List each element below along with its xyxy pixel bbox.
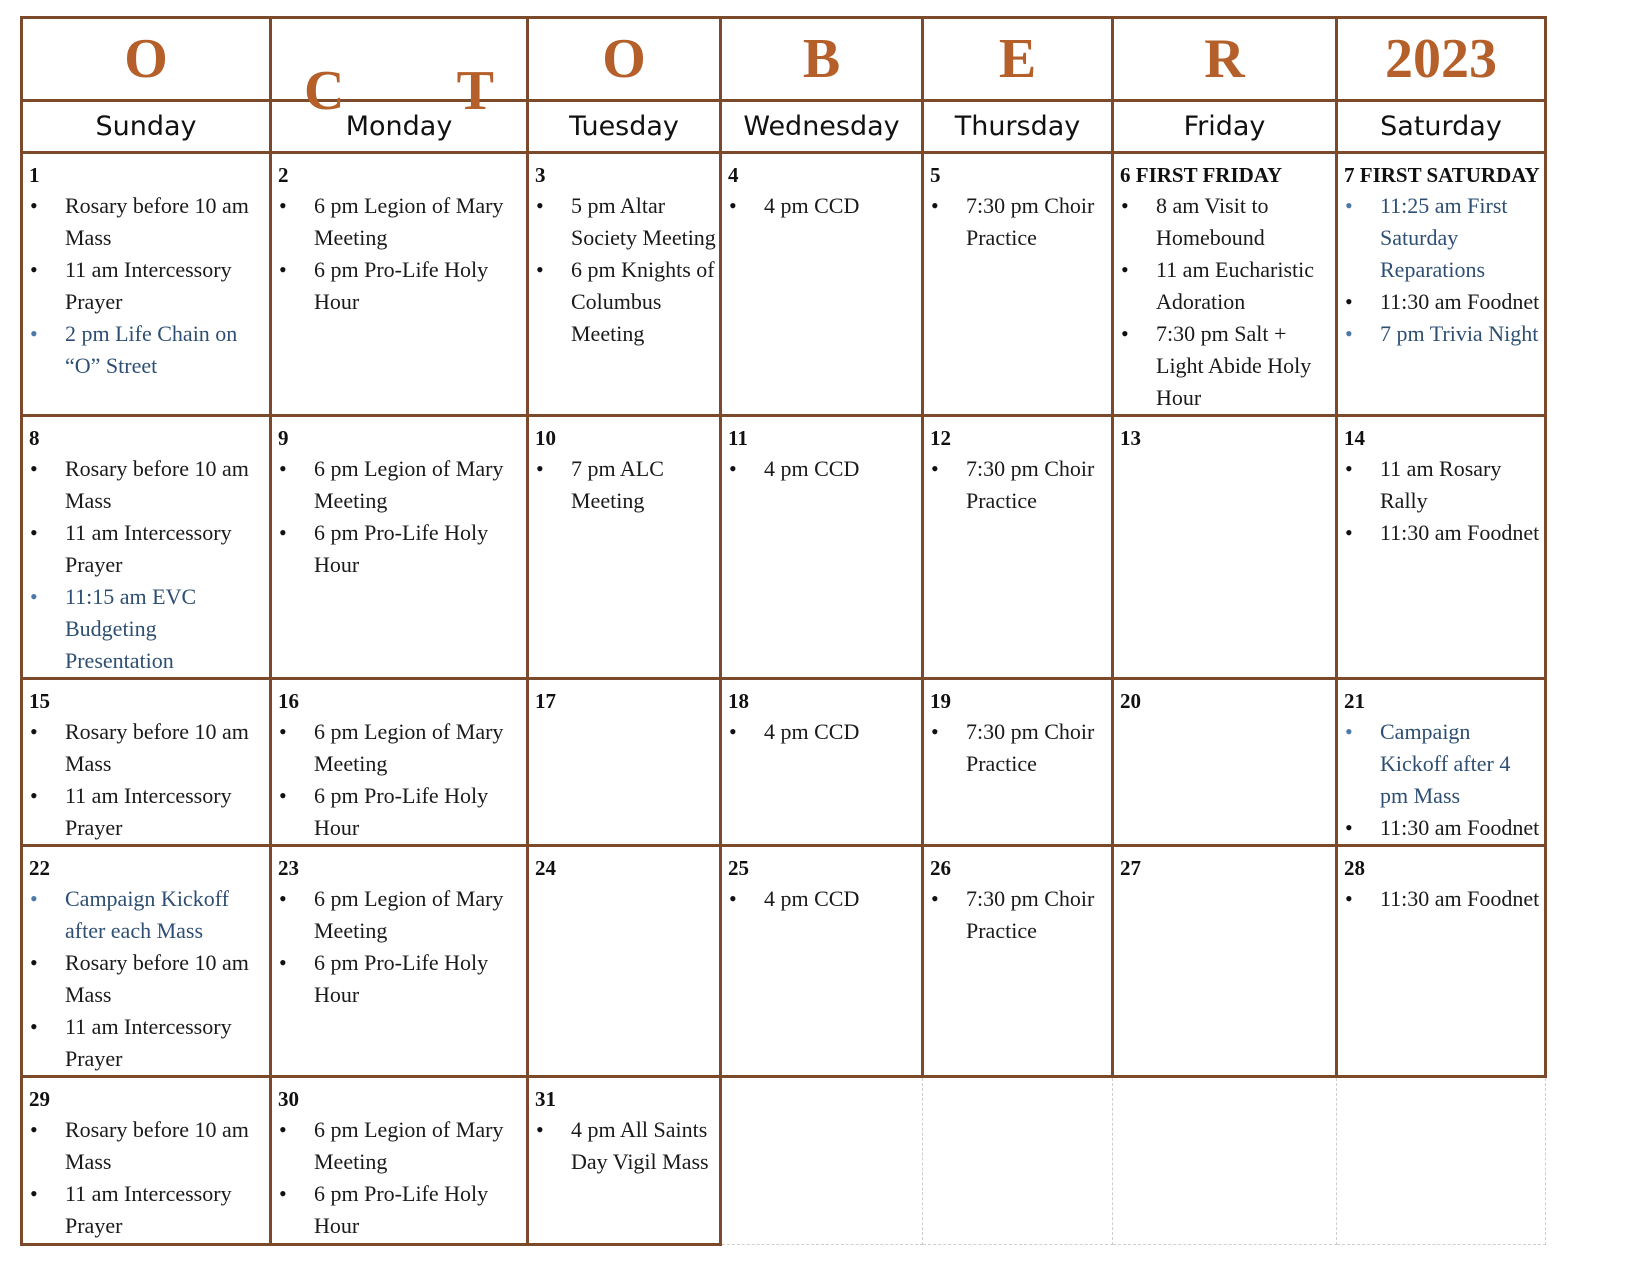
day-cell[interactable] [721,846,923,1077]
month-letter-text: E [998,28,1037,90]
event-list [722,190,921,222]
day-cell[interactable] [528,153,721,416]
day-number: 26 [930,856,951,880]
event-list [529,453,719,517]
empty-day-cell [1337,1077,1546,1245]
day-number: 28 [1344,856,1365,880]
empty-day-cell [923,1077,1113,1245]
weekday-saturday: Saturday [1337,101,1546,153]
day-number: 9 [278,426,289,450]
empty-day-cell [1113,1077,1337,1245]
day-number: 20 [1120,689,1141,713]
day-cell[interactable] [271,679,528,846]
month-letter-o2 [528,18,721,101]
day-cell[interactable] [528,1077,721,1245]
weekday-thursday: Thursday [923,101,1113,153]
day-number: 15 [29,689,50,713]
day-number: 2 [278,163,289,187]
event-item: • 7:30 pm Choir Practice [924,190,1111,254]
day-cell[interactable] [528,846,721,1077]
event-item: • Rosary before 10 am Mass [23,453,269,517]
month-letter-o1 [22,18,271,101]
month-letter-text: R [1204,28,1245,90]
event-item: • 2 pm Life Chain on “O” Street [23,318,269,382]
october-calendar [20,16,1547,1246]
month-letter-text: T [456,60,494,122]
day-number: 16 [278,689,299,713]
day-number: 1 [29,163,40,187]
event-item: • 6 pm Pro-Life Holy Hour [272,780,526,844]
day-cell[interactable] [721,679,923,846]
day-number: 8 [29,426,40,450]
event-item: • 8 am Visit to Homebound [1114,190,1335,254]
event-item: • 11 am Intercessory Prayer [23,254,269,318]
event-list [272,453,526,581]
event-list [23,190,269,382]
event-item: • 6 pm Legion of Mary Meeting [272,1114,526,1178]
weekday-friday: Friday [1113,101,1337,153]
event-item: • 11 am Eucharistic Adoration [1114,254,1335,318]
month-letter-b [721,18,923,101]
event-item: • 4 pm All Saints Day Vigil Mass [529,1114,719,1178]
day-cell[interactable] [528,416,721,679]
month-letter-text: O [124,28,168,90]
day-number: 23 [278,856,299,880]
event-item: • Rosary before 10 am Mass [23,716,269,780]
month-letter-e [923,18,1113,101]
day-cell[interactable] [271,153,528,416]
day-number: 22 [29,856,50,880]
event-list [23,716,269,844]
day-cell[interactable] [22,846,271,1077]
day-number: 17 [535,689,556,713]
day-number: 18 [728,689,749,713]
event-item: • 6 pm Pro-Life Holy Hour [272,1178,526,1242]
event-list [722,453,921,485]
event-item: • 11:30 am Foodnet [1338,883,1544,915]
event-item: • 7 pm Trivia Night [1338,318,1544,350]
event-list [1338,883,1544,915]
weekday-sunday: Sunday [22,101,271,153]
month-header-row [22,18,1546,101]
day-cell[interactable] [22,153,271,416]
week-row [22,153,1546,416]
empty-day-cell [721,1077,923,1245]
day-cell[interactable] [1113,153,1337,416]
day-number: 5 [930,163,941,187]
event-item: • 11:15 am EVC Budgeting Presentation [23,581,269,677]
day-cell[interactable] [22,1077,271,1245]
day-cell[interactable] [923,679,1113,846]
event-item: • 11:25 am First Saturday Reparations [1338,190,1544,286]
day-number: 7 FIRST SATURDAY [1344,163,1540,187]
day-number: 4 [728,163,739,187]
month-letter-text: B [802,28,841,90]
event-list [924,716,1111,780]
event-item: • 6 pm Pro-Life Holy Hour [272,517,526,581]
event-item: • Campaign Kickoff after 4 pm Mass [1338,716,1544,812]
day-number: 14 [1344,426,1365,450]
weekday-wednesday: Wednesday [721,101,923,153]
event-item: • 7:30 pm Salt + Light Abide Holy Hour [1114,318,1335,414]
day-cell[interactable] [22,416,271,679]
event-item: • 6 pm Legion of Mary Meeting [272,453,526,517]
event-list [1114,190,1335,414]
event-item: • Rosary before 10 am Mass [23,1114,269,1178]
event-item: • Campaign Kickoff after each Mass [23,883,269,947]
event-item: • 7 pm ALC Meeting [529,453,719,517]
event-list [272,883,526,1011]
event-item: • 7:30 pm Choir Practice [924,883,1111,947]
weekday-monday: Monday [271,101,528,153]
day-number: 29 [29,1087,50,1111]
day-number: 12 [930,426,951,450]
day-cell[interactable] [271,416,528,679]
event-item: • Rosary before 10 am Mass [23,947,269,1011]
event-item: • 5 pm Altar Society Meeting [529,190,719,254]
event-list [272,190,526,318]
day-cell[interactable] [923,846,1113,1077]
day-cell[interactable] [1337,416,1546,679]
day-number: 21 [1344,689,1365,713]
event-item: • 11 am Intercessory Prayer [23,1011,269,1075]
week-row [22,846,1546,1077]
day-cell[interactable] [22,679,271,846]
day-number: 11 [728,426,748,450]
week-row [22,1077,1546,1245]
event-item: • 4 pm CCD [722,716,921,748]
day-number: 13 [1120,426,1141,450]
event-list [23,453,269,677]
event-item: • 4 pm CCD [722,883,921,915]
event-list [924,883,1111,947]
event-list [272,1114,526,1242]
day-cell[interactable] [1113,679,1337,846]
event-item: • Rosary before 10 am Mass [23,190,269,254]
day-cell[interactable] [1337,153,1546,416]
day-cell[interactable] [721,153,923,416]
event-item: • 11 am Intercessory Prayer [23,780,269,844]
month-letter-text: O [602,28,646,90]
event-item: • 4 pm CCD [722,453,921,485]
event-item: • 11:30 am Foodnet [1338,286,1544,318]
event-list [529,1114,719,1178]
event-item: • 11 am Intercessory Prayer [23,517,269,581]
day-cell[interactable] [1113,846,1337,1077]
day-cell[interactable] [721,416,923,679]
day-cell[interactable] [923,416,1113,679]
event-item: • 6 pm Pro-Life Holy Hour [272,947,526,1011]
event-list [722,883,921,915]
event-list [924,190,1111,254]
event-list [924,453,1111,517]
day-number: 6 FIRST FRIDAY [1120,163,1283,187]
weekday-header-row [22,101,1546,153]
day-cell[interactable] [271,1077,528,1245]
event-list [272,716,526,844]
week-row [22,416,1546,679]
day-cell[interactable] [1113,416,1337,679]
event-item: • 6 pm Knights of Columbus Meeting [529,254,719,350]
day-number: 31 [535,1087,556,1111]
year-text: 2023 [1385,28,1497,90]
month-letter-r [1113,18,1337,101]
day-cell[interactable] [271,846,528,1077]
month-letter-ct [271,18,528,122]
event-list [1338,453,1544,549]
event-list [722,716,921,748]
event-list [1338,716,1544,844]
day-number: 10 [535,426,556,450]
day-number: 27 [1120,856,1141,880]
event-item: • 11:30 am Foodnet [1338,517,1544,549]
month-year [1337,18,1546,101]
day-cell[interactable] [1337,846,1546,1077]
event-item: • 7:30 pm Choir Practice [924,453,1111,517]
event-item: • 11 am Rosary Rally [1338,453,1544,517]
event-item: • 6 pm Legion of Mary Meeting [272,190,526,254]
day-number: 25 [728,856,749,880]
event-list [23,1114,269,1242]
week-row [22,679,1546,846]
month-letter-text: C [304,60,345,122]
event-item: • 7:30 pm Choir Practice [924,716,1111,780]
event-list [529,190,719,350]
day-number: 24 [535,856,556,880]
weekday-tuesday: Tuesday [528,101,721,153]
event-item: • 4 pm CCD [722,190,921,222]
day-number: 19 [930,689,951,713]
event-item: • 6 pm Legion of Mary Meeting [272,883,526,947]
day-number: 3 [535,163,546,187]
event-item: • 11:30 am Foodnet [1338,812,1544,844]
event-item: • 11 am Intercessory Prayer [23,1178,269,1242]
event-item: • 6 pm Pro-Life Holy Hour [272,254,526,318]
event-list [1338,190,1544,350]
day-cell[interactable] [1337,679,1546,846]
day-cell[interactable] [923,153,1113,416]
day-number: 30 [278,1087,299,1111]
event-list [23,883,269,1075]
event-item: • 6 pm Legion of Mary Meeting [272,716,526,780]
day-cell[interactable] [528,679,721,846]
